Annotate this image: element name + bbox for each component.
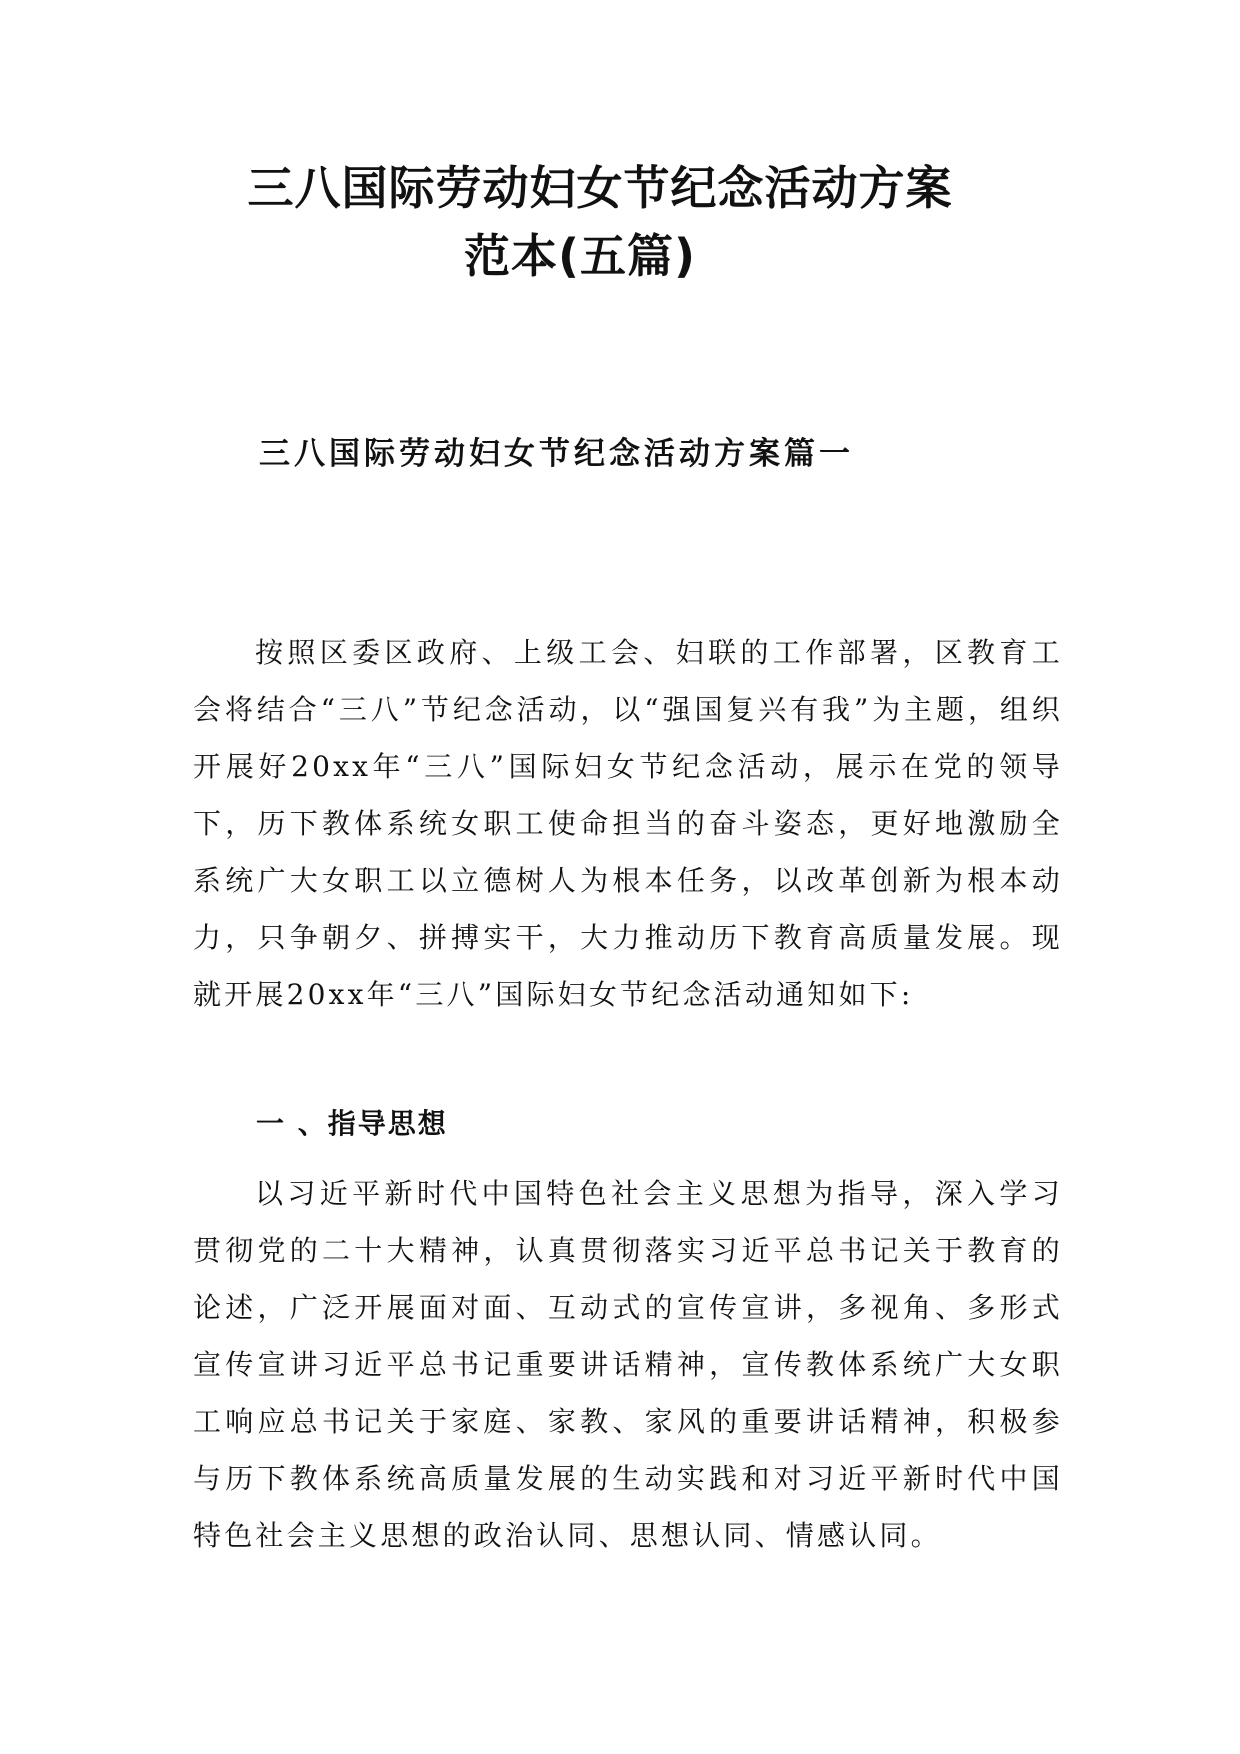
section-title: 三八国际劳动妇女节纪念活动方案篇一: [259, 436, 854, 472]
document-title-line-1: 三八国际劳动妇女节纪念活动方案: [247, 161, 953, 215]
body-paragraph-1: 按照区委区政府、上级工会、妇联的工作部署，区教育工会将结合“三八”节纪念活动，以“强国复兴有我”为主题，组织开展好20xx年“三八”国际妇女节纪念活动，展示在党的领导下，历下教体系统女职工使命担当的奋斗姿态，更好地激励全系统广大女职工以立德树人为根本任务，以改革创新为根本动力，只争朝夕、拼搏实干，大力推动历下教育高质量发展。现就开展20xx年“三八”国际妇女节纪念活动通知如下:: [193, 636, 1063, 1011]
document-title-line-2: 范本(五篇): [463, 229, 697, 283]
body-paragraph-2: 以习近平新时代中国特色社会主义思想为指导，深入学习贯彻党的二十大精神，认真贯彻落实习近平总书记关于教育的论述，广泛开展面对面、互动式的宣传宣讲，多视角、多形式宣传宣讲习近平总书记重要讲话精神，宣传教体系统广大女职工响应总书记关于家庭、家教、家风的重要讲话精神，积极参与历下教体系统高质量发展的生动实践和对习近平新时代中国特色社会主义思想的政治认同、思想认同、情感认同。: [193, 1177, 1063, 1552]
subheading-guiding-ideology: 一 、指导思想: [256, 1107, 448, 1140]
